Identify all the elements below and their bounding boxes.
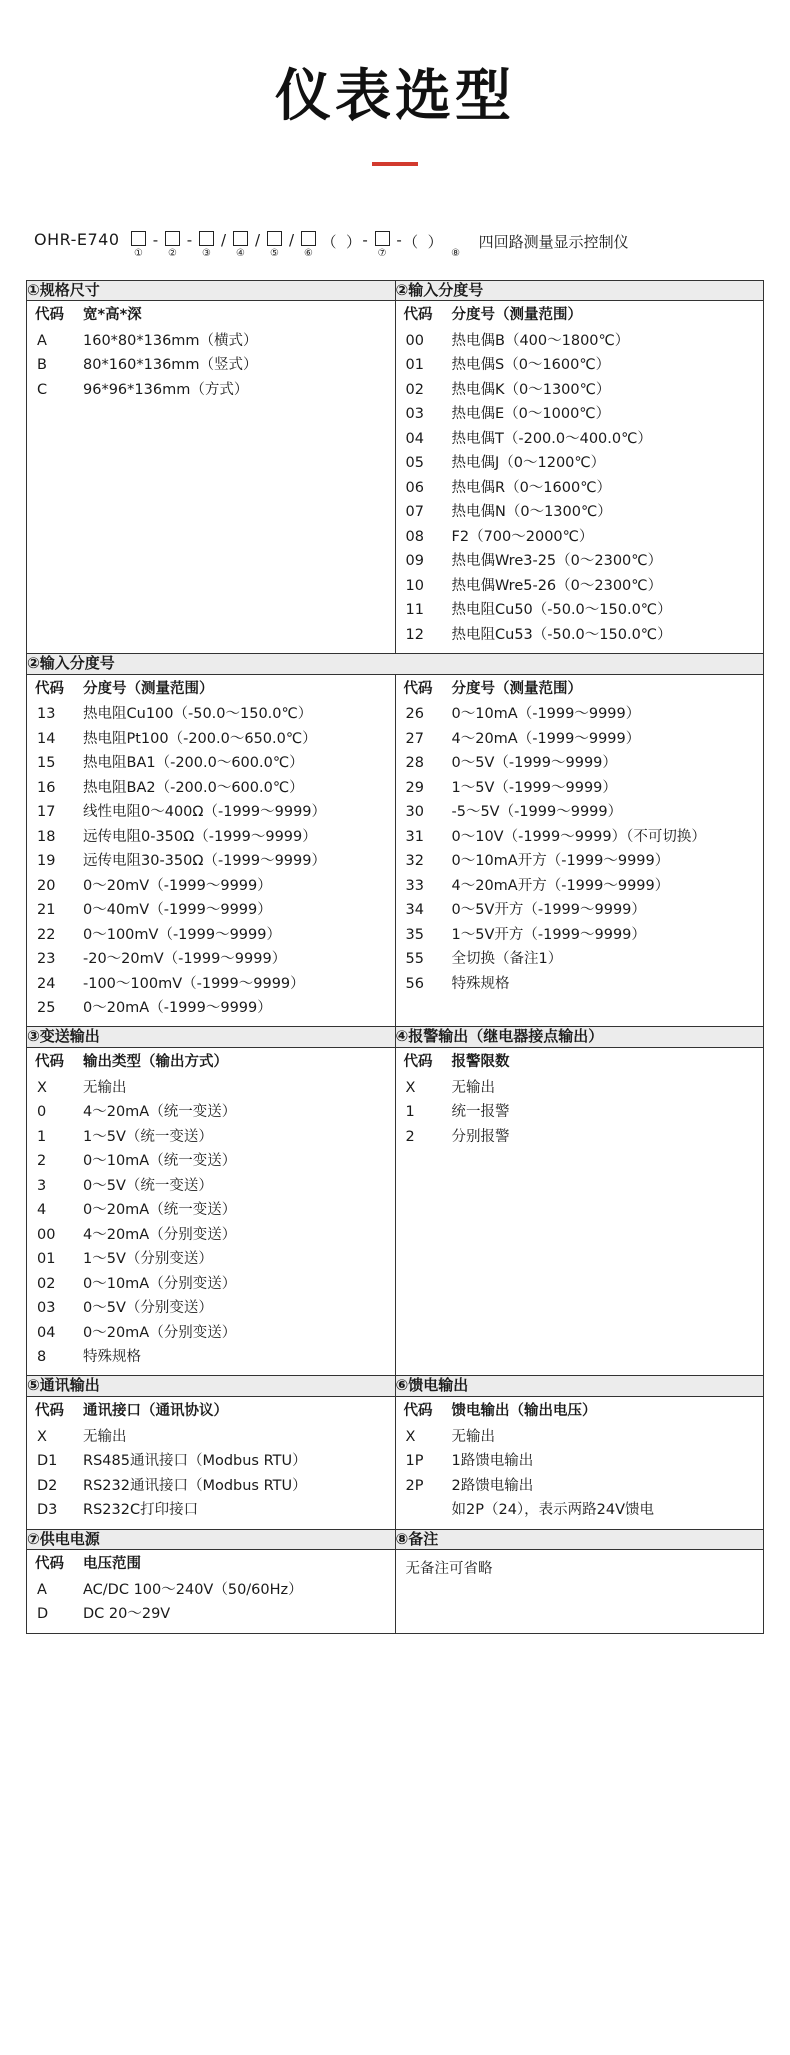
row-desc: 热电偶R（0～1600℃） — [451, 479, 611, 496]
row-code: 16 — [37, 779, 56, 796]
row-code: 55 — [405, 951, 424, 968]
row-desc: 0～5V开方（-1999～9999） — [451, 902, 646, 919]
row-code: X — [405, 1428, 416, 1445]
slot-num-4: ④ — [236, 247, 245, 259]
row-code: 19 — [37, 853, 56, 870]
table-row — [27, 353, 395, 377]
model-separator-slash-2: / — [254, 230, 261, 249]
row-desc: 热电阻Pt100（-200.0～650.0℃） — [83, 730, 317, 747]
model-slot-7 — [370, 228, 394, 259]
row-desc: 热电阻BA2（-200.0～600.0℃） — [83, 779, 304, 796]
row-desc: DC 20～29V — [83, 1606, 171, 1623]
table-row — [396, 574, 764, 598]
row-desc: 0～5V（统一变送） — [83, 1177, 213, 1194]
slot-num-5: ⑤ — [270, 247, 279, 259]
rows-input-b-left — [27, 702, 395, 1026]
table-row — [396, 923, 764, 947]
row-code: 07 — [405, 504, 424, 521]
table-row — [396, 476, 764, 500]
row-code: 09 — [405, 553, 424, 570]
table-row — [396, 525, 764, 549]
table-row — [27, 1174, 395, 1198]
table-row — [396, 378, 764, 402]
panel-alarm — [395, 1047, 764, 1375]
model-prefix: OHR-E740 — [34, 229, 120, 249]
row-desc: 分别报警 — [451, 1128, 510, 1145]
section-heading-input-b: ②输入分度号 — [27, 654, 764, 675]
colheader-desc: 分度号（测量范围） — [83, 680, 214, 697]
rows-transmit — [27, 1076, 395, 1376]
table-input-continued — [26, 653, 764, 1027]
row-code: 00 — [37, 1226, 56, 1243]
table-row — [27, 874, 395, 898]
slot-num-6: ⑥ — [304, 247, 313, 259]
row-desc: 线性电阻0～400Ω（-1999～9999） — [83, 804, 327, 821]
row-code: 24 — [37, 975, 56, 992]
row-code: 32 — [405, 853, 424, 870]
row-code: B — [37, 357, 47, 374]
row-code: 33 — [405, 877, 424, 894]
table-row — [396, 1425, 764, 1449]
row-code: 23 — [37, 951, 56, 968]
row-code: X — [37, 1428, 47, 1445]
table-transmit-and-alarm — [26, 1026, 764, 1376]
colheader-code: 代码 — [35, 1556, 64, 1573]
row-code: 04 — [405, 430, 424, 447]
row-desc: 4～20mA（统一变送） — [83, 1104, 237, 1121]
row-desc: RS232通讯接口（Modbus RTU） — [83, 1477, 307, 1494]
table-row — [396, 549, 764, 573]
model-slot-8 — [444, 228, 468, 259]
colheader-input-b-right — [396, 675, 764, 703]
row-code: 21 — [37, 902, 56, 919]
row-code: 2 — [405, 1128, 415, 1145]
table-row — [396, 500, 764, 524]
table-row — [27, 825, 395, 849]
model-slot-3 — [195, 228, 219, 259]
model-separator-dash-3: - — [362, 230, 368, 249]
row-code: 02 — [37, 1275, 56, 1292]
row-desc: 4～20mA开方（-1999～9999） — [451, 877, 670, 894]
row-code: 26 — [405, 706, 424, 723]
colheader-desc: 输出类型（输出方式） — [83, 1053, 228, 1070]
table-row — [27, 800, 395, 824]
panel-feed — [395, 1396, 764, 1529]
rows-feed — [396, 1425, 764, 1529]
row-code: X — [405, 1079, 416, 1096]
row-code: D2 — [37, 1477, 58, 1494]
row-desc: 统一报警 — [451, 1104, 510, 1121]
table-row — [27, 1076, 395, 1100]
row-desc: 0～10mA（统一变送） — [83, 1153, 237, 1170]
table-row — [396, 776, 764, 800]
rows-input-b-right — [396, 702, 764, 1002]
colheader-code: 代码 — [403, 680, 433, 697]
row-desc: 0～20mA（-1999～9999） — [83, 1000, 272, 1016]
colheader-comm — [27, 1397, 395, 1425]
row-desc: 0～10V（-1999～9999）（不可切换） — [451, 828, 706, 845]
row-desc: 1路馈电输出 — [451, 1453, 534, 1470]
model-separator-dash-2: - — [186, 230, 193, 249]
row-desc: RS485通讯接口（Modbus RTU） — [83, 1453, 307, 1470]
table-row — [27, 1474, 395, 1498]
table-row — [396, 1125, 764, 1149]
table-row — [27, 923, 395, 947]
colheader-size-code: 代码 — [35, 307, 64, 324]
slot-box-7 — [375, 231, 390, 246]
row-desc: 热电阻Cu100（-50.0～150.0℃） — [83, 706, 313, 723]
rows-comm — [27, 1425, 395, 1529]
panel-remark — [395, 1550, 764, 1634]
section-heading-alarm: ④报警输出（继电器接点输出） — [395, 1027, 764, 1048]
row-code: A — [37, 1582, 47, 1598]
table-row — [396, 1474, 764, 1498]
page-title: 仪表选型 — [275, 64, 515, 129]
panel-input-b-left — [27, 674, 396, 1027]
row-code: 2 — [37, 1153, 47, 1170]
model-suffix: 四回路测量显示控制仪 — [478, 232, 629, 251]
colheader-code: 代码 — [403, 1402, 433, 1419]
row-desc: 4～20mA（分别变送） — [83, 1226, 237, 1243]
table-row — [27, 702, 395, 726]
row-code: A — [37, 332, 47, 349]
colheader-code: 代码 — [35, 1402, 64, 1419]
row-code: 17 — [37, 804, 56, 821]
row-code: 25 — [37, 1000, 56, 1016]
section-heading-transmit: ③变送输出 — [27, 1027, 396, 1048]
row-code: 15 — [37, 755, 56, 772]
slot-box-4 — [233, 231, 248, 246]
row-desc: 1～5V（统一变送） — [83, 1128, 213, 1145]
table-row — [27, 727, 395, 751]
row-code: 2P — [405, 1477, 424, 1494]
panel-power — [27, 1550, 396, 1634]
row-desc: 无输出 — [451, 1428, 495, 1445]
colheader-size — [27, 301, 395, 329]
row-code: 1P — [405, 1453, 424, 1470]
row-desc: 0～20mA（统一变送） — [83, 1202, 237, 1219]
slot-box-3 — [199, 231, 214, 246]
row-desc: 0～20mA（分别变送） — [83, 1324, 237, 1341]
table-row — [27, 1345, 395, 1369]
model-slot-4 — [229, 228, 253, 259]
row-desc: -5～5V（-1999～9999） — [451, 804, 623, 821]
row-code: 34 — [405, 902, 424, 919]
table-row — [396, 598, 764, 622]
table-row — [27, 1425, 395, 1449]
row-desc: 0～100mV（-1999～9999） — [83, 926, 281, 943]
row-code: 13 — [37, 706, 56, 723]
row-desc: F2（700～2000℃） — [451, 528, 594, 545]
table-row — [27, 1149, 395, 1173]
row-code: 1 — [37, 1128, 47, 1145]
slot-box-6 — [301, 231, 316, 246]
slot-box-2 — [165, 231, 180, 246]
row-desc: 0～10mA（-1999～9999） — [451, 706, 641, 723]
panel-transmit — [27, 1047, 396, 1375]
row-desc: 1～5V（分别变送） — [83, 1251, 213, 1268]
section-heading-power: ⑦供电电源 — [27, 1529, 396, 1550]
table-row — [27, 996, 395, 1020]
table-row — [27, 1223, 395, 1247]
row-desc: 0～10mA（分别变送） — [83, 1275, 237, 1292]
slot-num-8: ⑧ — [451, 247, 461, 259]
row-code: 01 — [405, 357, 424, 374]
row-code: 56 — [405, 975, 424, 992]
model-slot-2 — [161, 228, 185, 259]
table-row — [27, 329, 395, 353]
section-heading-size: ①规格尺寸 — [27, 280, 396, 301]
table-row — [396, 800, 764, 824]
row-code: 27 — [405, 730, 424, 747]
row-code: 03 — [37, 1300, 56, 1317]
row-code: 03 — [405, 406, 424, 423]
model-separator-slash-3: / — [288, 230, 295, 249]
row-desc: 全切换（备注1） — [451, 951, 563, 968]
table-row — [27, 947, 395, 971]
table-row — [27, 1498, 395, 1522]
row-desc: 80*160*136mm（竖式） — [83, 357, 258, 374]
row-desc: 特殊规格 — [83, 1348, 141, 1365]
row-desc: 160*80*136mm（横式） — [83, 332, 258, 349]
row-code: 02 — [405, 381, 424, 398]
row-desc: RS232C打印接口 — [83, 1502, 199, 1519]
row-desc: 0～5V（分别变送） — [83, 1300, 213, 1317]
row-code: 35 — [405, 926, 424, 943]
row-desc: 热电阻BA1（-200.0～600.0℃） — [83, 755, 304, 772]
row-desc: 特殊规格 — [451, 975, 510, 992]
model-separator-dash-4: - — [396, 230, 402, 249]
table-row — [396, 353, 764, 377]
panel-input-b-right — [395, 674, 764, 1027]
colheader-alarm — [396, 1048, 764, 1076]
table-row — [27, 972, 395, 996]
table-row — [27, 1272, 395, 1296]
table-row — [27, 1198, 395, 1222]
row-code: 11 — [405, 602, 424, 619]
row-code: 01 — [37, 1251, 56, 1268]
colheader-desc: 分度号（测量范围） — [451, 680, 582, 697]
row-desc: 热电偶E（0～1000℃） — [451, 406, 611, 423]
row-code: D3 — [37, 1502, 58, 1519]
section-heading-comm: ⑤通讯输出 — [27, 1376, 396, 1397]
model-separator-dash-1: - — [152, 230, 159, 249]
table-row — [396, 874, 764, 898]
table-row — [396, 329, 764, 353]
row-desc: 热电偶Wre5-26（0～2300℃） — [451, 577, 663, 594]
row-code: D1 — [37, 1453, 58, 1470]
row-code: 8 — [37, 1348, 47, 1365]
panel-comm — [27, 1396, 396, 1529]
model-paren-open-1: （ ） — [321, 232, 362, 251]
row-code: 04 — [37, 1324, 56, 1341]
slot-num-3: ③ — [202, 247, 211, 259]
panel-size — [27, 301, 396, 654]
row-desc: 无输出 — [451, 1079, 495, 1096]
table-row — [396, 1498, 764, 1522]
row-desc: 0～20mV（-1999～9999） — [83, 877, 272, 894]
table-row — [396, 751, 764, 775]
colheader-power — [27, 1550, 395, 1578]
row-code: 4 — [37, 1202, 47, 1219]
model-paren-open-2: （ ） — [403, 232, 443, 251]
table-row — [396, 947, 764, 971]
row-code: 20 — [37, 877, 56, 894]
row-code: 22 — [37, 926, 56, 943]
row-code: 29 — [405, 779, 424, 796]
row-desc: 1～5V开方（-1999～9999） — [451, 926, 646, 943]
rows-alarm — [396, 1076, 764, 1155]
row-desc: 热电偶K（0～1300℃） — [451, 381, 611, 398]
table-row — [27, 1602, 395, 1626]
section-heading-input-a: ②输入分度号 — [395, 280, 764, 301]
rows-size — [27, 329, 395, 408]
row-desc: 热电偶J（0～1200℃） — [451, 455, 606, 472]
table-row — [27, 849, 395, 873]
row-desc: 热电阻Cu53（-50.0～150.0℃） — [451, 626, 672, 643]
table-row — [27, 1247, 395, 1271]
table-row — [27, 776, 395, 800]
colheader-desc: 通讯接口（通讯协议） — [83, 1402, 228, 1419]
row-desc: 热电偶S（0～1600℃） — [451, 357, 611, 374]
colheader-transmit — [27, 1048, 395, 1076]
row-desc: 96*96*136mm（方式） — [83, 381, 249, 398]
row-desc: 0～10mA开方（-1999～9999） — [451, 853, 670, 870]
table-row — [27, 1125, 395, 1149]
model-slot-6 — [297, 228, 321, 259]
row-desc: 0～5V（-1999～9999） — [451, 755, 617, 772]
table-row — [27, 1100, 395, 1124]
row-desc: 热电偶N（0～1300℃） — [451, 504, 612, 521]
row-desc: 无输出 — [83, 1079, 127, 1096]
rows-power — [27, 1578, 395, 1633]
row-desc: 热电偶T（-200.0～400.0℃） — [451, 430, 652, 447]
colheader-desc: 电压范围 — [83, 1556, 141, 1573]
row-desc: 热电偶Wre3-25（0～2300℃） — [451, 553, 663, 570]
colheader-desc: 馈电输出（输出电压） — [451, 1402, 597, 1419]
rows-input-a — [396, 329, 764, 653]
table-row — [396, 898, 764, 922]
row-code: 05 — [405, 455, 424, 472]
colheader-code: 代码 — [35, 680, 64, 697]
slot-num-1: ① — [134, 247, 143, 259]
slot-num-7: ⑦ — [377, 247, 387, 259]
model-code-line — [26, 228, 764, 272]
row-code: 00 — [405, 332, 424, 349]
row-code: 31 — [405, 828, 424, 845]
row-desc: -100～100mV（-1999～9999） — [83, 975, 305, 992]
row-desc: 如2P（24），表示两路24V馈电 — [451, 1502, 655, 1519]
slot-box-8 — [448, 231, 463, 246]
colheader-code: 代码 — [403, 1053, 433, 1070]
row-desc: 远传电阻30-350Ω（-1999～9999） — [83, 853, 326, 870]
title-divider — [372, 162, 418, 166]
table-spec-and-input — [26, 280, 764, 654]
title-block — [26, 0, 764, 166]
row-code: 18 — [37, 828, 56, 845]
colheader-input-a-desc: 分度号（测量范围） — [451, 307, 582, 324]
colheader-input-b-left — [27, 675, 395, 703]
row-code: 3 — [37, 1177, 47, 1194]
row-code: C — [37, 381, 48, 398]
colheader-desc: 报警限数 — [451, 1053, 510, 1070]
row-desc: 远传电阻0-350Ω（-1999～9999） — [83, 828, 317, 845]
row-code: D — [37, 1606, 49, 1623]
table-row — [27, 1321, 395, 1345]
table-row — [27, 1578, 395, 1602]
colheader-input-a-code: 代码 — [403, 307, 433, 324]
colheader-feed — [396, 1397, 764, 1425]
row-desc: 热电阻Cu50（-50.0～150.0℃） — [451, 602, 672, 619]
remark-note: 无备注可省略 — [405, 1561, 493, 1578]
section-heading-feed: ⑥馈电输出 — [395, 1376, 764, 1397]
model-slot-1 — [127, 228, 151, 259]
row-code: 14 — [37, 730, 56, 747]
table-row — [396, 451, 764, 475]
row-code: 10 — [405, 577, 424, 594]
table-row — [27, 1449, 395, 1473]
row-desc: 热电偶B（400～1800℃） — [451, 332, 630, 349]
table-row — [396, 1076, 764, 1100]
table-row — [396, 402, 764, 426]
section-heading-remark: ⑧备注 — [395, 1529, 764, 1550]
table-power-and-remark — [26, 1529, 764, 1634]
table-comm-and-power-feed — [26, 1375, 764, 1529]
row-code: 30 — [405, 804, 424, 821]
row-code: X — [37, 1079, 47, 1096]
table-row — [396, 427, 764, 451]
colheader-size-desc: 宽*高*深 — [83, 307, 142, 324]
row-code: 28 — [405, 755, 424, 772]
row-desc: AC/DC 100～240V（50/60Hz） — [83, 1582, 303, 1598]
row-desc: -20～20mV（-1999～9999） — [83, 951, 287, 968]
table-row — [27, 378, 395, 402]
model-separator-slash-1: / — [220, 230, 227, 249]
row-desc: 无输出 — [83, 1428, 127, 1445]
table-row — [396, 825, 764, 849]
table-row — [27, 898, 395, 922]
table-row — [396, 1449, 764, 1473]
table-row — [396, 1100, 764, 1124]
table-row — [396, 702, 764, 726]
colheader-code: 代码 — [35, 1053, 64, 1070]
row-code: 08 — [405, 528, 424, 545]
table-row — [27, 1296, 395, 1320]
row-code: 1 — [405, 1104, 415, 1121]
table-row — [396, 623, 764, 647]
table-row — [27, 751, 395, 775]
row-code: 0 — [37, 1104, 47, 1121]
row-code: 06 — [405, 479, 424, 496]
row-code — [396, 1499, 452, 1521]
row-code: 12 — [405, 626, 424, 643]
table-row — [396, 849, 764, 873]
slot-box-1 — [131, 231, 146, 246]
row-desc: 1～5V（-1999～9999） — [451, 779, 617, 796]
row-desc: 0～40mV（-1999～9999） — [83, 902, 272, 919]
row-desc: 2路馈电输出 — [451, 1477, 534, 1494]
slot-box-5 — [267, 231, 282, 246]
table-row — [396, 727, 764, 751]
model-slot-5 — [263, 228, 287, 259]
slot-num-2: ② — [168, 247, 177, 259]
panel-input-a — [395, 301, 764, 654]
table-row — [396, 972, 764, 996]
row-desc: 4～20mA（-1999～9999） — [451, 730, 641, 747]
colheader-input-a — [396, 301, 764, 329]
